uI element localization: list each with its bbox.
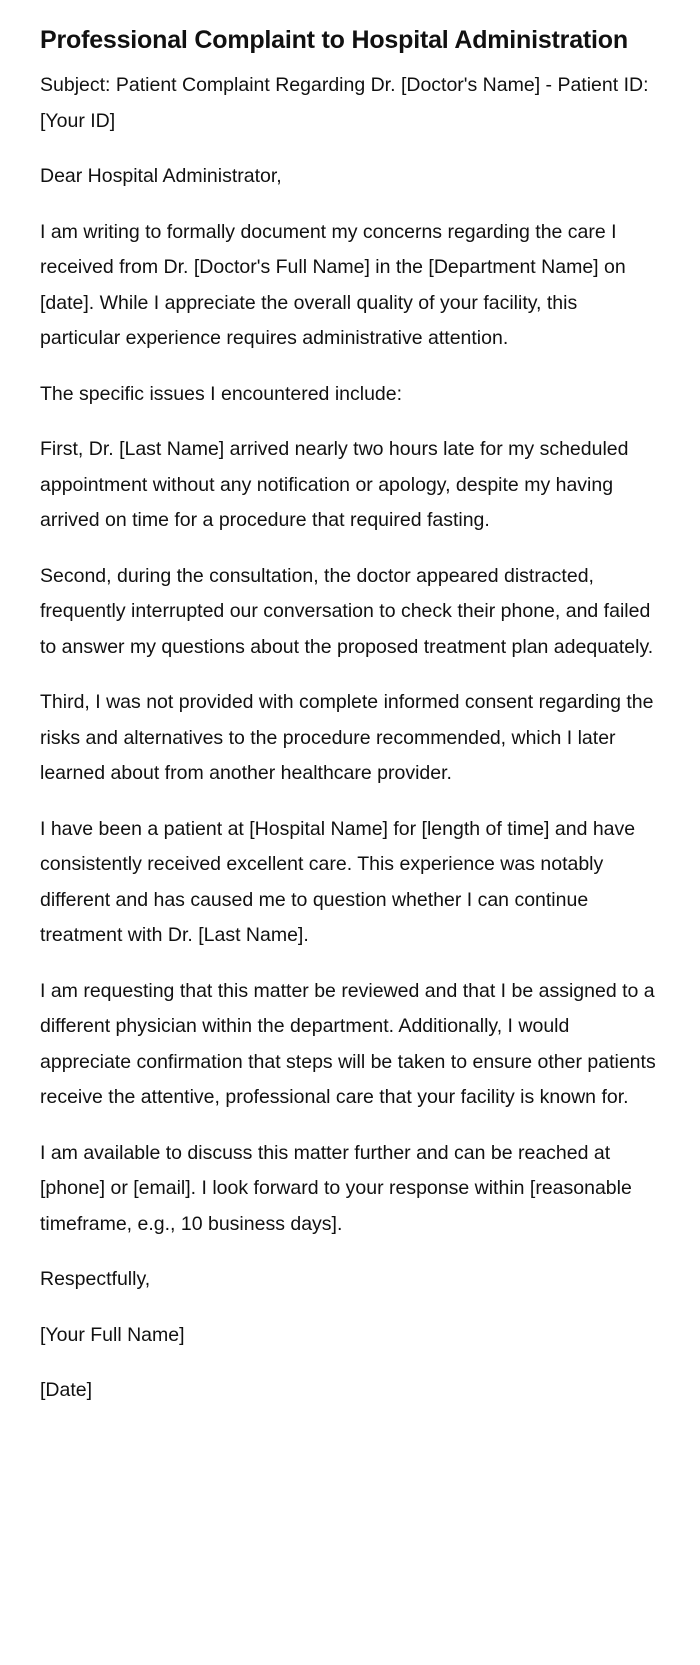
body-paragraph-issue-first: First, Dr. [Last Name] arrived nearly two hours late for my scheduled appointment without any notification or apology, despite my having arrived on time for a procedure that required fasting. [40, 438, 629, 531]
body-paragraph-issues-lead: The specific issues I encountered include: [40, 382, 403, 405]
body-paragraph-intro: I am writing to formally document my concerns regarding the care I received from Dr. [Doctor's Full Name] in the [Department Name] on [date]. While I appreciate the overall quality of your facility, this particular experience requires administrative attention. [40, 220, 626, 349]
body-paragraph-contact: I am available to discuss this matter further and can be reached at [phone] or [email]. I look forward to your response within [reasonable timeframe, e.g., 10 business days]. [40, 1141, 632, 1235]
signature-name: [Your Full Name] [40, 1323, 185, 1346]
body-paragraph-history: I have been a patient at [Hospital Name] for [length of time] and have consistently received excellent care. This experience was notably different and has caused me to question whether I can continue treatment with Dr. [Last Name]. [40, 817, 636, 946]
subject-line: Subject: Patient Complaint Regarding Dr. [Doctor's Name] - Patient ID: [Your ID] [40, 74, 649, 132]
body-paragraph-issue-second: Second, during the consultation, the doctor appeared distracted, frequently interrupted our conversation to check their phone, and failed to answer my questions about the proposed treatment plan adequately. [40, 564, 654, 658]
closing: Respectfully, [40, 1268, 151, 1290]
document-title: Professional Complaint to Hospital Administration [40, 26, 628, 54]
salutation: Dear Hospital Administrator, [40, 165, 282, 187]
body-paragraph-issue-third: Third, I was not provided with complete informed consent regarding the risks and alternatives to the procedure recommended, which I later learned about from another healthcare provider. [40, 691, 654, 784]
body-paragraph-request: I am requesting that this matter be reviewed and that I be assigned to a different physician within the department. Additionally, I would appreciate confirmation that steps will be taken to ensure other patients receive the attentive, professional care that your facility is known for. [40, 979, 656, 1108]
signature-date: [Date] [40, 1379, 93, 1401]
